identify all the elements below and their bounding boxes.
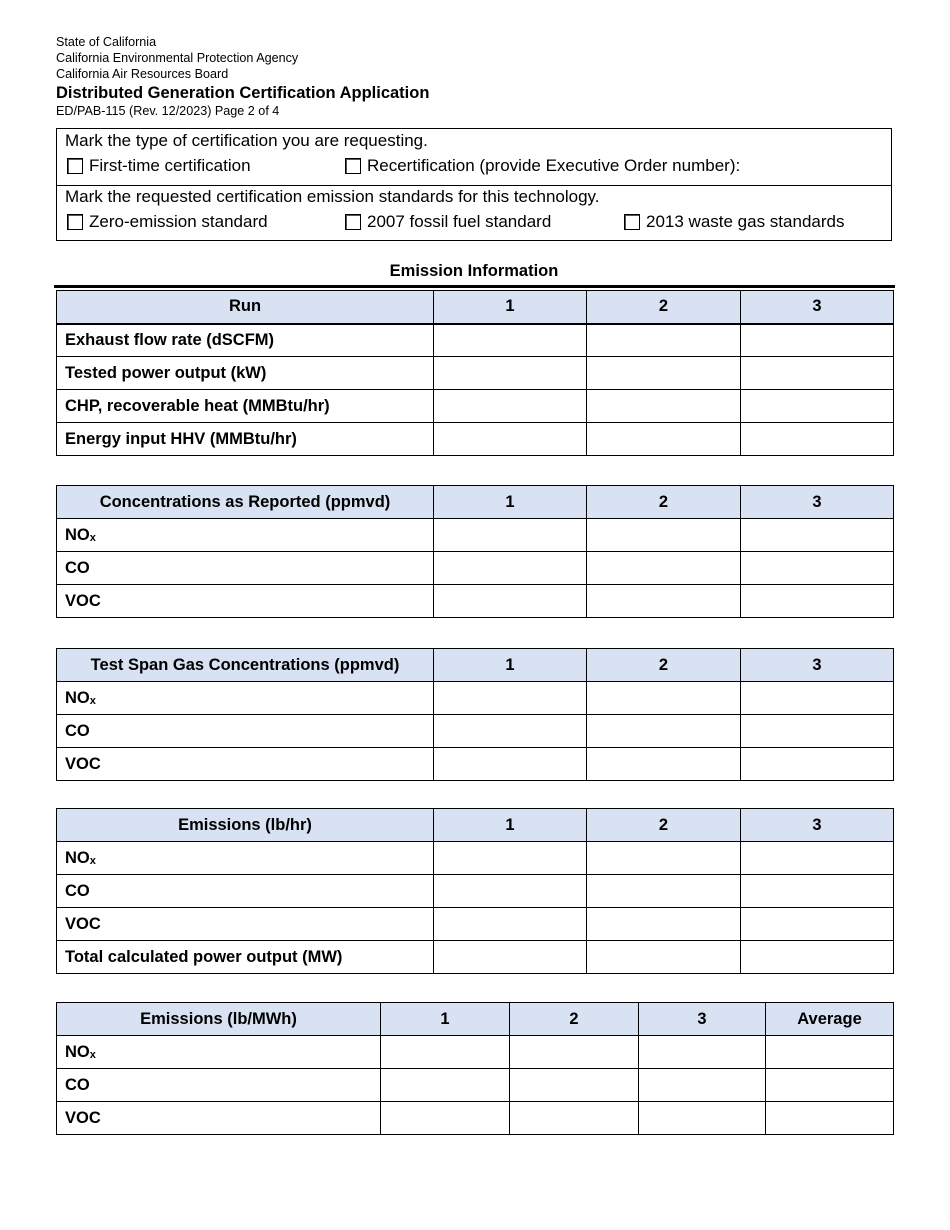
column-header: 2 [510,1003,639,1036]
input-cell[interactable] [587,842,741,875]
emission-standards-row [57,185,891,240]
input-cell[interactable] [741,682,894,715]
input-cell[interactable] [741,875,894,908]
column-header: 3 [741,486,894,519]
input-cell[interactable] [587,715,741,748]
fossil-fuel-checkbox[interactable] [345,214,361,230]
column-header: Concentrations as Reported (ppmvd) [57,486,434,519]
input-cell[interactable] [434,552,587,585]
row-label [57,682,434,715]
column-header: 1 [434,486,587,519]
row-label: Tested power output (kW) [57,357,434,390]
recertification-option[interactable] [345,156,740,176]
zero-emission-label: Zero-emission standard [89,212,268,231]
input-cell[interactable] [766,1036,894,1069]
column-header: Average [766,1003,894,1036]
input-cell[interactable] [741,423,894,456]
first-time-checkbox[interactable] [67,158,83,174]
row-label-subscript: x [89,694,96,707]
input-cell[interactable] [587,324,741,357]
certification-type-row [57,129,891,186]
input-cell[interactable] [741,715,894,748]
row-label-main: NO [65,1042,90,1061]
row-label [57,1036,381,1069]
first-time-option[interactable] [67,156,251,176]
input-cell[interactable] [741,324,894,357]
table-header-row [57,809,894,842]
input-cell[interactable] [434,682,587,715]
table-row [57,1036,894,1069]
section-title: Emission Information [389,262,559,280]
state-line: State of California [56,35,157,49]
input-cell[interactable] [587,941,741,974]
row-label: CO [57,552,434,585]
input-cell[interactable] [587,875,741,908]
input-cell[interactable] [587,552,741,585]
table-header-row [57,291,894,324]
input-cell[interactable] [434,748,587,781]
row-label-main: NO [65,525,90,544]
input-cell[interactable] [434,519,587,552]
concentrations-table [56,485,894,618]
table-row [57,324,894,357]
input-cell[interactable] [639,1069,766,1102]
column-header: 1 [434,809,587,842]
column-header: 1 [434,291,587,324]
table-row [57,585,894,618]
input-cell[interactable] [741,585,894,618]
input-cell[interactable] [741,357,894,390]
table-header-row [57,1003,894,1036]
span-gas-table [56,648,894,781]
row-label: VOC [57,1102,381,1135]
input-cell[interactable] [434,875,587,908]
input-cell[interactable] [381,1069,510,1102]
input-cell[interactable] [741,941,894,974]
table-row [57,875,894,908]
input-cell[interactable] [510,1102,639,1135]
input-cell[interactable] [434,842,587,875]
table-header-row [57,649,894,682]
input-cell[interactable] [434,715,587,748]
column-header: 2 [587,649,741,682]
input-cell[interactable] [510,1069,639,1102]
waste-gas-checkbox[interactable] [624,214,640,230]
table-row [57,682,894,715]
table-row [57,715,894,748]
row-label [57,519,434,552]
input-cell[interactable] [587,423,741,456]
column-header: 2 [587,809,741,842]
input-cell[interactable] [434,908,587,941]
input-cell[interactable] [741,552,894,585]
input-cell[interactable] [587,585,741,618]
column-header: Test Span Gas Concentrations (ppmvd) [57,649,434,682]
row-label-subscript: x [89,854,96,867]
table-row [57,552,894,585]
column-header: 2 [587,486,741,519]
row-label: VOC [57,908,434,941]
board-line: California Air Resources Board [56,67,229,81]
form-title: Distributed Generation Certification Application [56,84,430,102]
column-header: 1 [381,1003,510,1036]
input-cell[interactable] [741,748,894,781]
emissions-lbmwh-table [56,1002,894,1135]
column-header: 2 [587,291,741,324]
row-label: Energy input HHV (MMBtu/hr) [57,423,434,456]
input-cell[interactable] [434,390,587,423]
form-header [56,34,429,119]
section-divider [54,285,895,288]
input-cell[interactable] [434,423,587,456]
input-cell[interactable] [741,908,894,941]
input-cell[interactable] [434,324,587,357]
input-cell[interactable] [741,390,894,423]
input-cell[interactable] [510,1036,639,1069]
input-cell[interactable] [381,1036,510,1069]
table-row [57,941,894,974]
form-number: ED/PAB-115 (Rev. 12/2023) Page 2 of 4 [56,104,280,118]
input-cell[interactable] [434,357,587,390]
first-time-label: First-time certification [89,156,251,175]
column-header: Emissions (lb/hr) [57,809,434,842]
zero-emission-checkbox[interactable] [67,214,83,230]
input-cell[interactable] [639,1102,766,1135]
column-header: Emissions (lb/MWh) [57,1003,381,1036]
input-cell[interactable] [741,519,894,552]
certification-box [56,128,892,241]
input-cell[interactable] [381,1102,510,1135]
input-cell[interactable] [587,357,741,390]
input-cell[interactable] [434,941,587,974]
row-label-subscript: x [89,1048,96,1061]
column-header: 3 [741,649,894,682]
zero-emission-option[interactable] [67,212,268,232]
column-header: 3 [741,809,894,842]
recertification-label: Recertification (provide Executive Order number): [367,156,741,175]
input-cell[interactable] [741,842,894,875]
standards-prompt: Mark the requested certification emission standards for this technology. [65,187,600,206]
row-label: CHP, recoverable heat (MMBtu/hr) [57,390,434,423]
table-row [57,1102,894,1135]
agency-line: California Environmental Protection Agency [56,51,299,65]
table-row [57,519,894,552]
input-cell[interactable] [434,585,587,618]
recertification-checkbox[interactable] [345,158,361,174]
table-row [57,357,894,390]
row-label: VOC [57,585,434,618]
table-header-row [57,486,894,519]
row-label: Total calculated power output (MW) [57,941,434,974]
table-row [57,390,894,423]
input-cell[interactable] [766,1102,894,1135]
row-label: CO [57,1069,381,1102]
row-label-main: NO [65,848,90,867]
input-cell[interactable] [587,908,741,941]
waste-gas-option[interactable] [624,212,844,232]
row-label: CO [57,875,434,908]
row-label [57,842,434,875]
row-label: CO [57,715,434,748]
row-label: VOC [57,748,434,781]
input-cell[interactable] [587,682,741,715]
input-cell[interactable] [639,1036,766,1069]
fossil-fuel-label: 2007 fossil fuel standard [367,212,552,231]
input-cell[interactable] [587,390,741,423]
table-row [57,748,894,781]
emissions-lbhr-table [56,808,894,974]
run-table [56,290,894,456]
row-label-main: NO [65,688,90,707]
row-label: Exhaust flow rate (dSCFM) [57,324,434,357]
input-cell[interactable] [587,519,741,552]
table-row [57,423,894,456]
input-cell[interactable] [766,1069,894,1102]
column-header: 3 [741,291,894,324]
column-header: 1 [434,649,587,682]
fossil-fuel-option[interactable] [345,212,551,232]
certification-type-prompt: Mark the type of certification you are requesting. [65,131,428,150]
column-header: 3 [639,1003,766,1036]
table-row [57,908,894,941]
table-row [57,1069,894,1102]
input-cell[interactable] [587,748,741,781]
column-header: Run [57,291,434,324]
table-row [57,842,894,875]
waste-gas-label: 2013 waste gas standards [646,212,845,231]
row-label-subscript: x [89,531,96,544]
